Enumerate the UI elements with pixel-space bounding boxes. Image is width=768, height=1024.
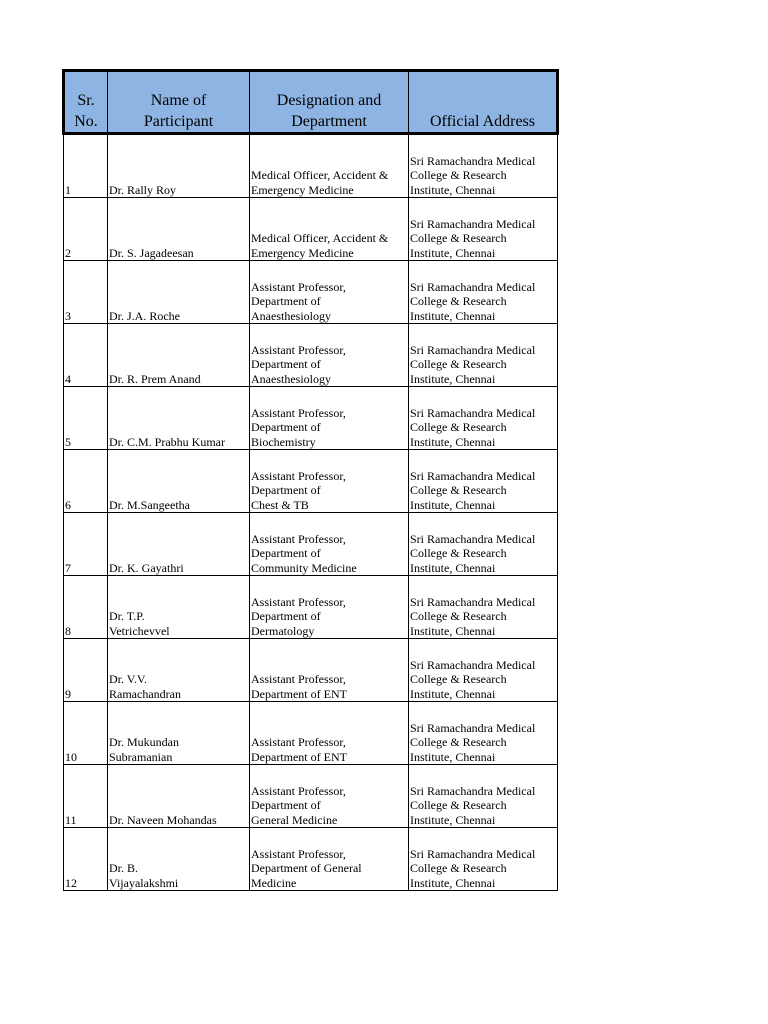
cell-designation: Assistant Professor, Department of General Medicine — [250, 765, 409, 828]
cell-designation: Assistant Professor, Department of Chest & TB — [250, 450, 409, 513]
cell-sr-no: 4 — [64, 324, 108, 387]
table-header — [64, 71, 558, 134]
participants-table — [62, 69, 559, 891]
cell-official-address: Sri Ramachandra Medical College & Research Institute, Chennai — [409, 702, 558, 765]
table-row — [64, 765, 558, 828]
cell-official-address: Sri Ramachandra Medical College & Research Institute, Chennai — [409, 198, 558, 261]
cell-participant-name: Dr. B. Vijayalakshmi — [108, 828, 250, 891]
table-row — [64, 576, 558, 639]
cell-sr-no: 11 — [64, 765, 108, 828]
table-row — [64, 450, 558, 513]
cell-sr-no: 12 — [64, 828, 108, 891]
cell-participant-name: Dr. T.P. Vetrichevvel — [108, 576, 250, 639]
cell-official-address: Sri Ramachandra Medical College & Research Institute, Chennai — [409, 513, 558, 576]
cell-sr-no: 7 — [64, 513, 108, 576]
cell-official-address: Sri Ramachandra Medical College & Research Institute, Chennai — [409, 576, 558, 639]
table-row — [64, 198, 558, 261]
cell-official-address: Sri Ramachandra Medical College & Research Institute, Chennai — [409, 324, 558, 387]
table-row — [64, 134, 558, 198]
cell-designation: Assistant Professor, Department of Community Medicine — [250, 513, 409, 576]
cell-designation: Assistant Professor, Department of Anaesthesiology — [250, 324, 409, 387]
cell-designation: Medical Officer, Accident & Emergency Medicine — [250, 198, 409, 261]
table-body — [64, 134, 558, 891]
cell-official-address: Sri Ramachandra Medical College & Research Institute, Chennai — [409, 134, 558, 198]
cell-participant-name: Dr. Mukundan Subramanian — [108, 702, 250, 765]
cell-official-address: Sri Ramachandra Medical College & Research Institute, Chennai — [409, 261, 558, 324]
cell-sr-no: 9 — [64, 639, 108, 702]
cell-participant-name: Dr. C.M. Prabhu Kumar — [108, 387, 250, 450]
cell-sr-no: 1 — [64, 134, 108, 198]
cell-sr-no: 5 — [64, 387, 108, 450]
cell-participant-name: Dr. K. Gayathri — [108, 513, 250, 576]
cell-sr-no: 8 — [64, 576, 108, 639]
cell-official-address: Sri Ramachandra Medical College & Research Institute, Chennai — [409, 765, 558, 828]
cell-participant-name: Dr. M.Sangeetha — [108, 450, 250, 513]
table-row — [64, 324, 558, 387]
cell-official-address: Sri Ramachandra Medical College & Research Institute, Chennai — [409, 387, 558, 450]
cell-sr-no: 2 — [64, 198, 108, 261]
cell-participant-name: Dr. Naveen Mohandas — [108, 765, 250, 828]
cell-designation: Assistant Professor, Department of Dermatology — [250, 576, 409, 639]
cell-official-address: Sri Ramachandra Medical College & Research Institute, Chennai — [409, 450, 558, 513]
cell-participant-name: Dr. R. Prem Anand — [108, 324, 250, 387]
cell-participant-name: Dr. J.A. Roche — [108, 261, 250, 324]
cell-designation: Assistant Professor, Department of Biochemistry — [250, 387, 409, 450]
cell-participant-name: Dr. S. Jagadeesan — [108, 198, 250, 261]
header-official-address: Official Address — [409, 71, 558, 134]
cell-sr-no: 10 — [64, 702, 108, 765]
table-row — [64, 513, 558, 576]
cell-participant-name: Dr. V.V. Ramachandran — [108, 639, 250, 702]
cell-official-address: Sri Ramachandra Medical College & Research Institute, Chennai — [409, 828, 558, 891]
header-name-of-participant: Name of Participant — [108, 71, 250, 134]
cell-sr-no: 6 — [64, 450, 108, 513]
table-row — [64, 387, 558, 450]
table-row — [64, 702, 558, 765]
table-row — [64, 639, 558, 702]
table-row — [64, 261, 558, 324]
cell-designation: Assistant Professor, Department of General Medicine — [250, 828, 409, 891]
header-sr-no: Sr. No. — [64, 71, 108, 134]
table-row — [64, 828, 558, 891]
header-row — [64, 71, 558, 134]
cell-official-address: Sri Ramachandra Medical College & Research Institute, Chennai — [409, 639, 558, 702]
cell-participant-name: Dr. Rally Roy — [108, 134, 250, 198]
cell-designation: Medical Officer, Accident & Emergency Medicine — [250, 134, 409, 198]
cell-designation: Assistant Professor, Department of Anaesthesiology — [250, 261, 409, 324]
cell-designation: Assistant Professor, Department of ENT — [250, 639, 409, 702]
cell-sr-no: 3 — [64, 261, 108, 324]
cell-designation: Assistant Professor, Department of ENT — [250, 702, 409, 765]
header-designation-and-department: Designation and Department — [250, 71, 409, 134]
